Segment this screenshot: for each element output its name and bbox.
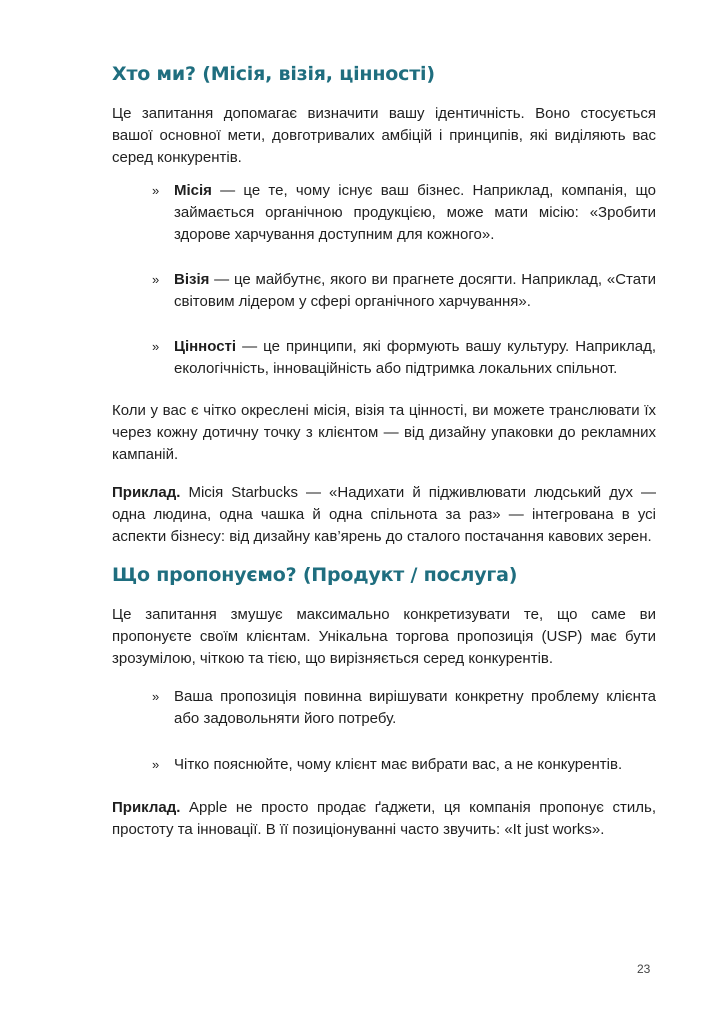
- section2-example-paragraph: [112, 797, 656, 841]
- bullet-description: — це принципи, які формують вашу культуру. Наприклад, екологічність, інноваційність або підтримка локальних спільнот.: [174, 338, 656, 377]
- bullet-term: Цінності: [174, 338, 237, 355]
- bullet-text: [174, 269, 656, 313]
- bullet-description: — це те, чому існує ваш бізнес. Наприклад, компанія, що займається органічною продукцією, може мати місію: «Зробити здорове харчування доступним для кожного».: [174, 182, 656, 243]
- section1-example-paragraph: [112, 482, 656, 548]
- section1-paragraph-2: Коли у вас є чітко окреслені місія, візія та цінності, ви можете транслювати їх через кожну дотичну точку з клієнтом — від дизайну упаковки до рекламних кампаній.: [112, 402, 656, 463]
- bullet-marker: »: [152, 339, 160, 354]
- bullet-marker: »: [152, 689, 160, 704]
- bullet-item-values: [152, 336, 656, 380]
- bullet-item-vision: [152, 269, 656, 313]
- section-heading-what-we-offer: Що пропонуємо? (Продукт / послуга): [112, 564, 518, 586]
- bullet-term: Місія: [174, 182, 212, 199]
- bullet-item-offer-solves-problem: [152, 686, 656, 730]
- bullet-item-mission: [152, 180, 656, 246]
- bullet-marker: »: [152, 272, 160, 287]
- bullet-marker: »: [152, 757, 160, 772]
- bullet-term: Візія: [174, 271, 210, 288]
- example-text: Apple не просто продає ґаджети, ця компанія пропонує стиль, простоту та інновації. В її позиціонуванні часто звучить: «It just works».: [112, 799, 656, 838]
- example-label: Приклад.: [112, 799, 181, 816]
- section-heading-who-we-are: Хто ми? (Місія, візія, цінності): [112, 63, 435, 85]
- bullet-text: Чітко пояснюйте, чому клієнт має вибрати вас, а не конкурентів.: [174, 756, 623, 773]
- section2-intro-paragraph: Це запитання змушує максимально конкретизувати те, що саме ви пропонуєте своїм клієнтам. Унікальна торгова пропозиція (USP) має бути зрозумілою, чіткою та тією, що вирізняється серед конкурентів.: [112, 606, 656, 667]
- page-number: 23: [637, 962, 651, 976]
- bullet-item-explain-why: [152, 754, 656, 776]
- bullet-marker: »: [152, 183, 160, 198]
- bullet-description: — це майбутнє, якого ви прагнете досягти. Наприклад, «Стати світовим лідером у сфері органічного харчування».: [174, 271, 656, 310]
- example-text: Місія Starbucks — «Надихати й підживлювати людський дух — одна людина, одна чашка й одна спільнота за раз» — інтегрована в усі аспекти бізнесу: від дизайну кав’ярень до сталого постачання кавових зерен.: [112, 484, 656, 545]
- section1-intro-paragraph: Це запитання допомагає визначити вашу ідентичність. Воно стосується вашої основної мети, довготривалих амбіцій і принципів, які виділяють вас серед конкурентів.: [112, 105, 656, 166]
- bullet-text: [174, 180, 656, 246]
- example-label: Приклад.: [112, 484, 181, 501]
- bullet-text: Ваша пропозиція повинна вирішувати конкретну проблему клієнта або задовольняти його потребу.: [174, 688, 656, 727]
- bullet-text: [174, 336, 656, 380]
